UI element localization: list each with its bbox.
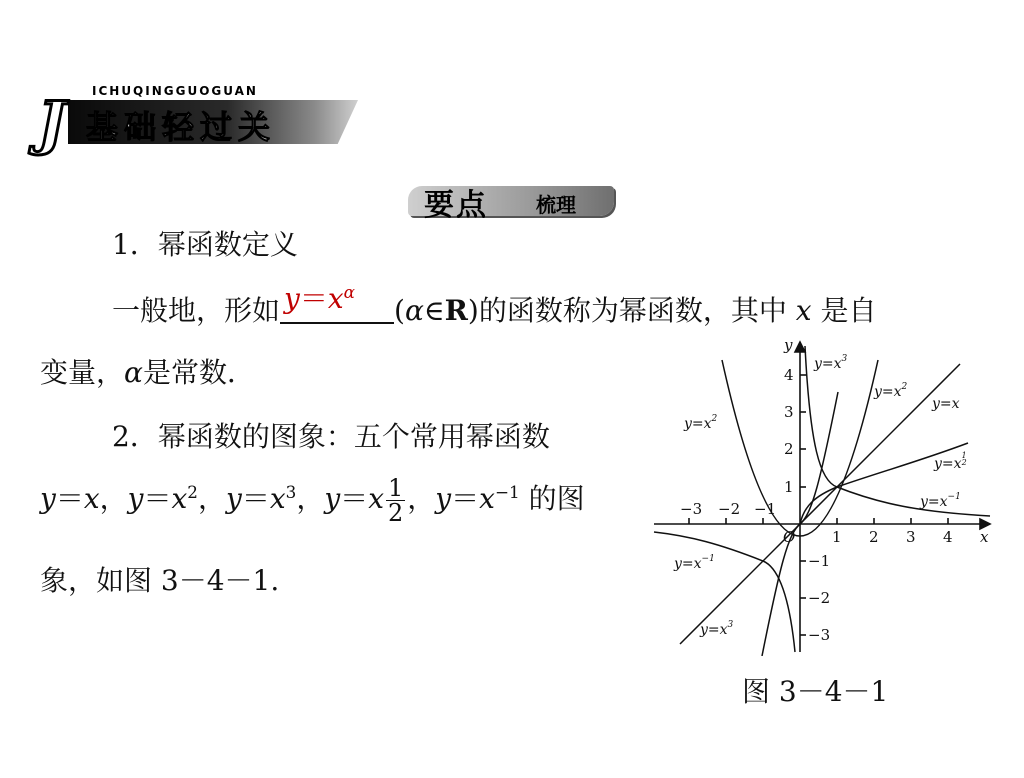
f1-eq: ＝ [55, 482, 84, 515]
f2-x: x [171, 482, 188, 515]
line2-b: 是常数． [142, 356, 255, 389]
x-tick-label: −3 [680, 500, 703, 518]
f3-x: x [269, 482, 286, 515]
x-tick-label: −2 [718, 500, 741, 518]
tag-main: 要点 [424, 188, 488, 223]
item2-heading: 2．幂函数的图象：五个常用幂函数 [112, 420, 550, 453]
y-tick-label: 3 [784, 403, 794, 421]
f2-exp: 2 [187, 482, 198, 502]
f5-exp: −1 [494, 482, 520, 502]
f3-y: y [226, 482, 242, 515]
answer-x: x [327, 282, 344, 315]
f3-exp: 3 [285, 482, 297, 502]
f4-y: y [324, 482, 341, 515]
sep: ， [407, 482, 436, 515]
cond-R: R [444, 294, 468, 327]
origin-label: O [783, 528, 796, 546]
f5-x: x [479, 482, 495, 515]
line2-a: 变量， [40, 356, 125, 389]
banner-title: 基础轻过关 [86, 108, 277, 146]
x-tick-label: −1 [754, 500, 777, 518]
axis-y-label: y [784, 336, 793, 354]
f4-eq: ＝ [340, 482, 369, 515]
section-tag [408, 180, 616, 223]
label-x2-left: $y=x^2$ [684, 414, 718, 432]
y-tick-label: −2 [808, 589, 831, 607]
axis-x-label: x [980, 528, 989, 546]
y-tick-label: −1 [808, 552, 831, 570]
cond-close: ) [467, 294, 479, 327]
x-tick-label: 3 [906, 528, 916, 546]
y-tick-label: −3 [808, 626, 831, 644]
item1-line2 [40, 356, 255, 390]
answer-y: y [284, 282, 300, 315]
f4-num: 1 [387, 474, 404, 502]
y-tick-label: 1 [784, 478, 794, 496]
answer-formula [284, 282, 355, 316]
f2-y: y [127, 482, 144, 515]
sep: ， [197, 482, 226, 515]
section-banner [38, 82, 358, 157]
f1-y: y [40, 482, 56, 515]
label-sqrt: $y=x^1$ 2 [934, 451, 967, 472]
label-inverse-left: $y=x^{-1}$ [674, 554, 715, 572]
line2-alpha: α [124, 356, 143, 389]
y-tick-label: 2 [784, 440, 794, 458]
f4-den: 2 [387, 499, 404, 527]
power-function-graph [650, 336, 1000, 656]
cond-alpha: α [404, 294, 424, 327]
f1-x: x [83, 482, 100, 515]
x-tick-label: 2 [869, 528, 879, 546]
f5-eq: ＝ [451, 482, 480, 515]
item1-heading: 1．幂函数定义 [112, 228, 298, 261]
label-x: y=x [932, 396, 960, 412]
f4-fraction [386, 476, 405, 525]
f4-x: x [368, 482, 384, 515]
tag-sub: 梳理 [536, 193, 576, 217]
figure-caption: 图 3－4－1 [742, 675, 889, 708]
f-tail: 的图 [528, 482, 585, 515]
label-x3-top: $y=x^3$ [814, 354, 848, 372]
sep: ， [99, 482, 128, 515]
y-axis-arrow [795, 342, 805, 352]
f2-eq: ＝ [143, 482, 172, 515]
item1-var-x: x [795, 294, 812, 327]
item2-line3: 象，如图 3－4－1. [40, 564, 280, 597]
f5-y: y [435, 482, 452, 515]
answer-exp: α [343, 282, 355, 302]
item1-post: 的函数称为幂函数，其中 [478, 294, 787, 327]
x-tick-label: 1 [832, 528, 842, 546]
item1-definition [112, 282, 877, 328]
banner-letter: J [38, 89, 66, 157]
answer-blank [280, 282, 394, 324]
label-x3-bottom: $y=x^3$ [700, 620, 734, 638]
x-tick-label: 4 [943, 528, 953, 546]
cond-open: ( [394, 294, 405, 327]
banner-pinyin: ICHUQINGGUOGUAN [92, 84, 258, 98]
answer-eq: ＝ [299, 282, 328, 315]
label-x2-right: $y=x^2$ [874, 382, 908, 400]
item2-functions [40, 476, 585, 525]
f3-eq: ＝ [241, 482, 270, 515]
item1-post2: 是自 [820, 294, 877, 327]
y-tick-label: 4 [784, 366, 794, 384]
cond-in: ∈ [423, 294, 445, 327]
item1-pre: 一般地，形如 [112, 294, 281, 327]
sep: ， [296, 482, 325, 515]
label-inverse-right: $y=x^{-1}$ [920, 492, 961, 510]
